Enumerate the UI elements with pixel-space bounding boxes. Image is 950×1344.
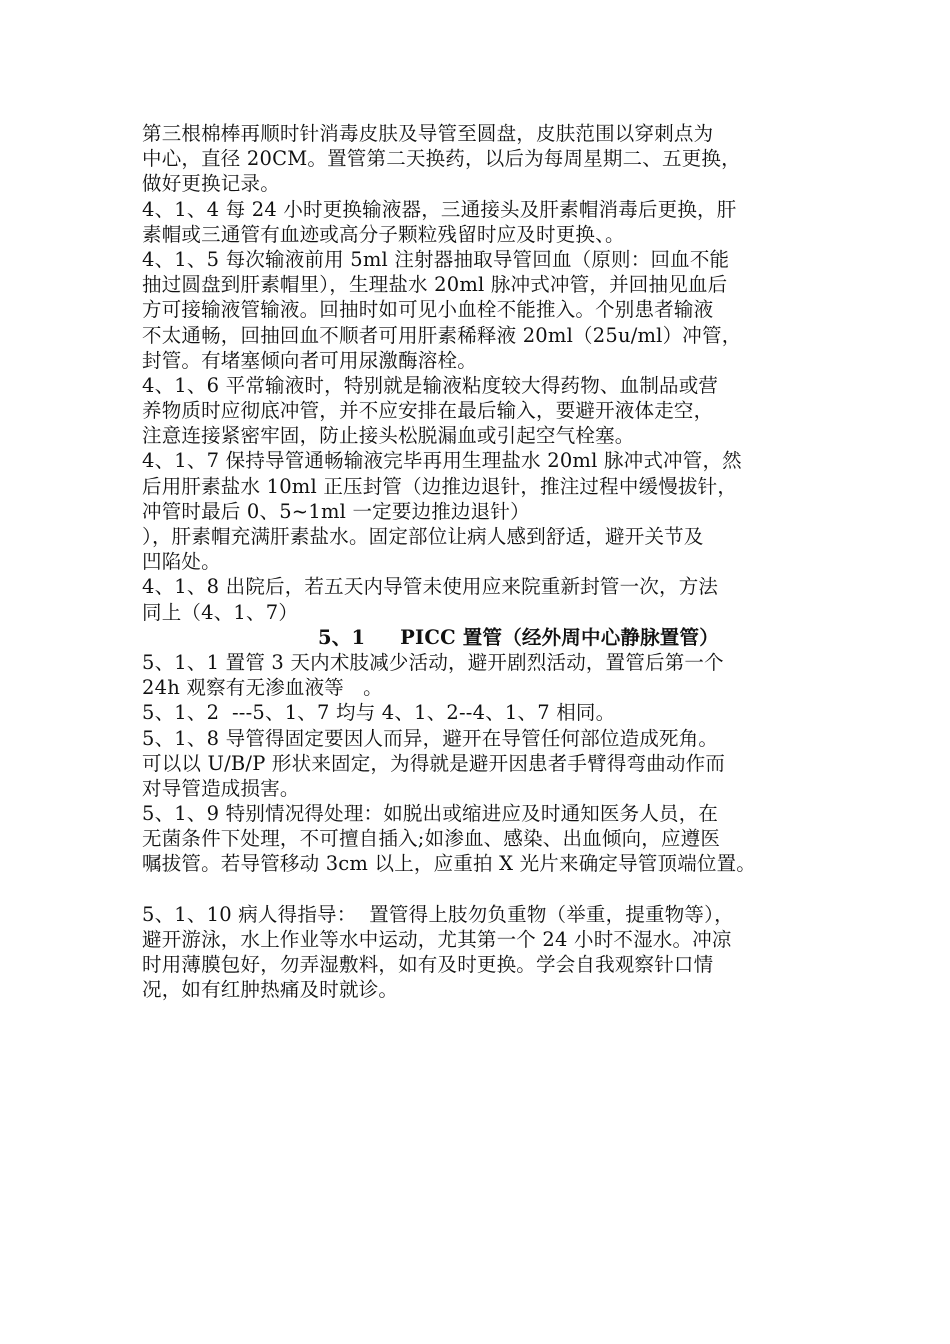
- text-line: 第三根棉棒再顺时针消毒皮肤及导管至圆盘，皮肤范围以穿刺点为: [142, 122, 714, 145]
- text-line: 同上（4、1、7）: [142, 600, 299, 624]
- text-line: 养物质时应彻底冲管，并不应安排在最后输入，要避开液体走空，: [142, 399, 714, 423]
- text-line: 不太通畅，回抽回血不顺者可用肝素稀释液 20ml（25u/ml）冲管，: [142, 323, 742, 347]
- text-line: 时用薄膜包好，勿弄湿敷料，如有及时更换。学会自我观察针口情: [142, 953, 714, 977]
- text-line: 5、1、10 病人得指导： 置管得上肢勿负重物（举重，提重物等），: [142, 902, 734, 926]
- paragraph-4-1-7: [142, 448, 842, 574]
- text-line: 24h 观察有无渗血液等 。: [142, 676, 383, 700]
- text-line: 方可接输液管输液。回抽时如可见小血栓不能推入。个别患者输液: [142, 298, 714, 322]
- paragraph-5-1-8: [142, 726, 842, 802]
- text-line: 素帽或三通管有血迹或高分子颗粒残留时应及时更换、。: [142, 222, 625, 246]
- text-line: 4、1、8 出院后，若五天内导管未使用应来院重新封管一次，方法: [142, 575, 719, 599]
- text-line: 4、1、7 保持导管通畅输液完毕再用生理盐水 20ml 脉冲式冲管，然: [142, 449, 742, 473]
- text-line: 避开游泳，水上作业等水中运动，尤其第一个 24 小时不湿水。冲凉: [142, 928, 732, 951]
- section-heading: 5、1 PICC 置管（经外周中心静脉置管）: [318, 625, 719, 649]
- paragraph-4-1-5: [142, 247, 842, 373]
- text-line: 中心，直径 20CM。置管第二天换药，以后为每周星期二、五更换，: [142, 147, 741, 171]
- text-line: 注意连接紧密牢固，防止接头松脱漏血或引起空气栓塞。: [142, 424, 635, 448]
- text-line: 5、1、2 ---5、1、7 均与 4、1、2--4、1、7 相同。: [142, 701, 616, 725]
- document-body: [142, 121, 842, 1003]
- paragraph-spacer: [142, 877, 842, 902]
- text-line: 4、1、4 每 24 小时更换输液器，三通接头及肝素帽消毒后更换，肝: [142, 197, 737, 221]
- text-line: ），肝素帽充满肝素盐水。固定部位让病人感到舒适，避开关节及: [142, 525, 704, 548]
- text-line: 5、1、1 置管 3 天内术肢减少活动，避开剧烈活动，置管后第一个: [142, 650, 724, 674]
- text-line: 凹陷处。: [142, 550, 221, 574]
- text-line: 5、1、8 导管得固定要因人而异，避开在导管任何部位造成死角。: [142, 726, 719, 750]
- text-line: 4、1、5 每次输液前用 5ml 注射器抽取导管回血（原则：回血不能: [142, 247, 730, 271]
- text-line: 冲管时最后 0、5~1ml 一定要边推边退针）: [142, 499, 530, 523]
- text-line: 况，如有红肿热痛及时就诊。: [142, 978, 399, 1002]
- paragraph-disinfection: [142, 121, 842, 197]
- paragraph-5-1-2: [142, 700, 842, 725]
- text-line: 嘱拔管。若导管移动 3cm 以上，应重拍 X 光片来确定导管顶端位置。: [142, 852, 756, 876]
- text-line: 对导管造成损害。: [142, 776, 300, 800]
- paragraph-5-1-9: [142, 801, 842, 877]
- text-line: 4、1、6 平常输液时，特别就是输液粘度较大得药物、血制品或营: [142, 373, 719, 397]
- text-line: 封管。有堵塞倾向者可用尿激酶溶栓。: [142, 348, 477, 372]
- paragraph-4-1-8: [142, 574, 842, 624]
- paragraph-4-1-6: [142, 373, 842, 449]
- text-line: 抽过圆盘到肝素帽里），生理盐水 20ml 脉冲式冲管，并回抽见血后: [142, 273, 728, 297]
- text-line: 可以以 U/B/P 形状来固定，为得就是避开因患者手臂得弯曲动作而: [142, 751, 726, 775]
- paragraph-5-1-1: [142, 650, 842, 700]
- text-line: 无菌条件下处理，不可擅自插入;如渗血、感染、出血倾向，应遵医: [142, 827, 721, 851]
- text-line: 5、1、9 特别情况得处理：如脱出或缩进应及时通知医务人员，在: [142, 802, 719, 826]
- text-line: 做好更换记录。: [142, 172, 280, 196]
- text-line: 后用肝素盐水 10ml 正压封管（边推边退针，推注过程中缓慢拔针，: [142, 474, 738, 498]
- paragraph-5-1-10: [142, 902, 842, 1003]
- paragraph-4-1-4: [142, 197, 842, 247]
